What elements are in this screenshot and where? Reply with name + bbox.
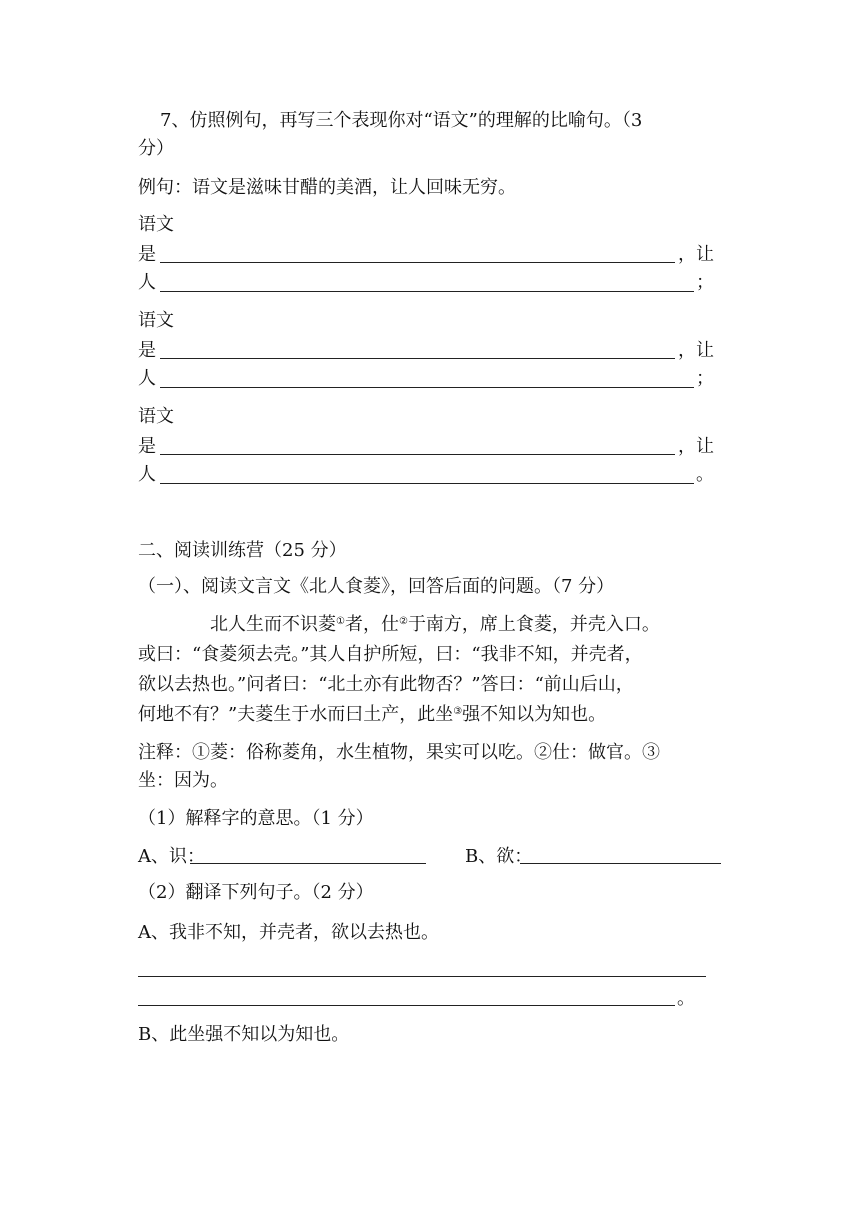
q2-a-answer-line1[interactable] (138, 976, 706, 977)
q7-example: 例句：语文是滋味甘醋的美酒，让人回味无穷。 (138, 177, 516, 198)
q7-blank3-line1[interactable] (160, 454, 675, 455)
q7-blank1-end: ； (696, 272, 714, 293)
q2-b-sentence: B、此坐强不知以为知也。 (138, 1024, 350, 1045)
q7-blank2-end: ； (696, 368, 714, 389)
q7-blank2-shi: 是 (138, 340, 156, 361)
q7-title-line1: 7、仿照例句，再写三个表现你对“语文”的理解的比喻句。（3 (160, 110, 643, 131)
notes-line1: 注释：①菱：俗称菱角，水生植物，果实可以吃。②仕：做官。③ (138, 742, 660, 763)
q2-a-answer-line2[interactable] (138, 1005, 675, 1006)
section2-heading: 二、阅读训练营（25 分） (138, 540, 347, 561)
footnote-marker-3: ③ (453, 706, 463, 717)
q2-a-sentence: A、我非不知，并壳者，欲以去热也。 (138, 922, 439, 943)
passage-line4: 何地不有？”夫菱生于水而曰土产，此坐③强不知以为知也。 (138, 704, 607, 725)
q2-a-end: 。 (677, 988, 695, 1009)
q7-blank1-line1[interactable] (160, 262, 675, 263)
notes-line2: 坐：因为。 (138, 770, 228, 791)
q1-b-answer-line[interactable] (520, 863, 721, 864)
q7-blank3-line2[interactable] (160, 483, 694, 484)
q7-blank3-shi: 是 (138, 436, 156, 457)
q1-a-label: A、识： (138, 846, 205, 867)
q7-blank1-line2[interactable] (160, 291, 694, 292)
passage-line1: 北人生而不识菱①者，仕②于南方，席上食菱，并壳入口。 (210, 614, 660, 635)
passage-line2: 或曰：“食菱须去壳。”其人自护所短，曰：“我非不知，并壳者， (138, 644, 643, 665)
q2-title: （2）翻译下列句子。（2 分） (138, 882, 374, 903)
q7-blank2-rang: ，让 (678, 340, 714, 361)
footnote-marker-1: ① (336, 616, 345, 627)
q7-blank1-shi: 是 (138, 244, 156, 265)
q1-a-answer-line[interactable] (190, 863, 426, 864)
q7-blank1-subject: 语文 (138, 214, 174, 235)
passage-line3: 欲以去热也。”问者曰：“北土亦有此物否？”答曰：“前山后山， (138, 674, 634, 695)
q7-blank3-rang: ，让 (678, 436, 714, 457)
footnote-marker-2: ② (398, 616, 408, 627)
q7-blank2-line2[interactable] (160, 387, 694, 388)
q7-blank1-ren: 人 (138, 272, 156, 293)
q7-title-line2: 分） (138, 138, 174, 159)
q1-title: （1）解释字的意思。（1 分） (138, 808, 374, 829)
q7-blank3-end: 。 (696, 464, 714, 485)
q7-blank2-subject: 语文 (138, 310, 174, 331)
q7-blank2-ren: 人 (138, 368, 156, 389)
part1-heading: （一）、阅读文言文《北人食菱》，回答后面的问题。（7 分） (138, 576, 615, 597)
q7-blank3-subject: 语文 (138, 406, 174, 427)
q7-blank2-line1[interactable] (160, 358, 675, 359)
q1-b-label: B、欲： (465, 846, 533, 867)
q7-blank1-rang: ，让 (678, 244, 714, 265)
q7-blank3-ren: 人 (138, 464, 156, 485)
